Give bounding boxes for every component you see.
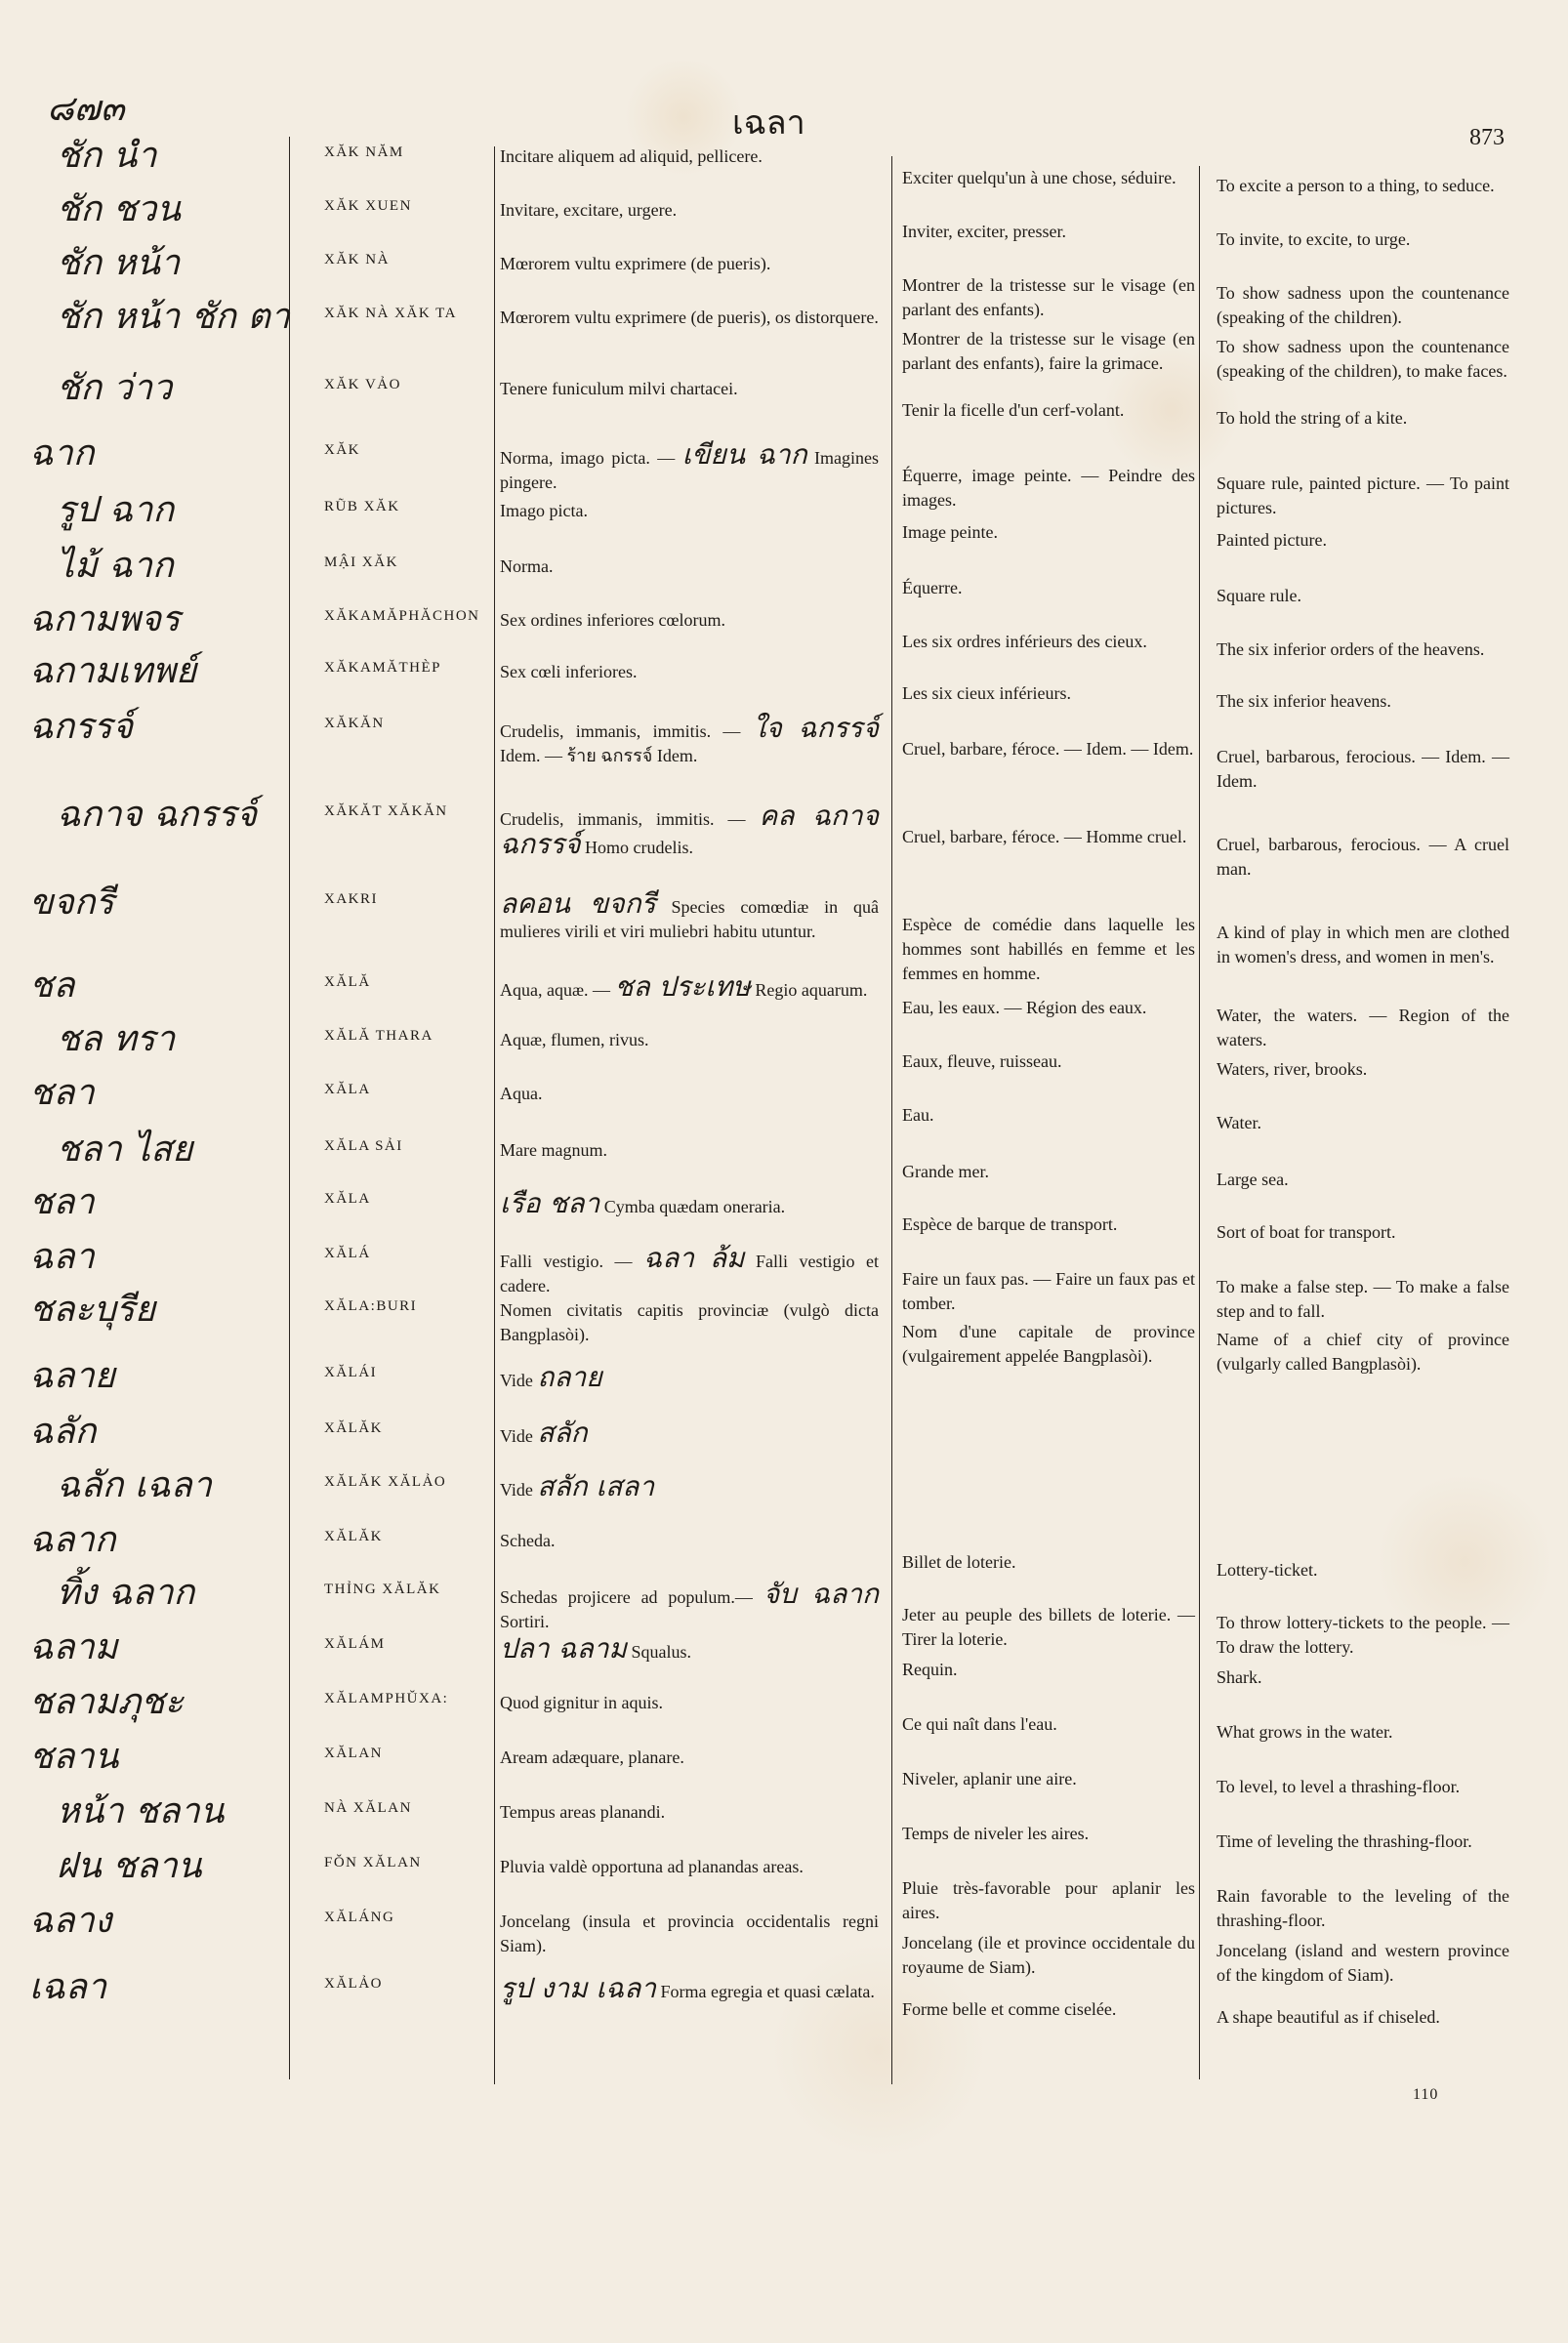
inline-thai-phrase: คล ฉกาจ ฉกรรจ์ bbox=[500, 800, 879, 860]
headword-thai: ฉาก bbox=[29, 433, 95, 473]
french-definition: Eaux, fleuve, ruisseau. bbox=[902, 1051, 1062, 1071]
inline-thai-phrase: รูป งาม เฉลา bbox=[500, 1972, 656, 2004]
transliteration: XĂKAMĂPHĂCHON bbox=[324, 608, 480, 624]
headword-thai: ฝน ชลาน bbox=[57, 1846, 202, 1886]
french-definition: Espèce de comédie dans laquelle les hommes sont habillés en femme et les femmes en homme. bbox=[902, 915, 1195, 983]
latin-definition: ลคอน ขจกรี Species comœdiæ in quâ mulieres virili et viri muliebri habitu utuntur. bbox=[500, 887, 879, 941]
headword-thai: ชลา ไสย bbox=[57, 1130, 193, 1170]
transliteration: RŨB XĂK bbox=[324, 499, 400, 514]
french-definition: Temps de niveler les aires. bbox=[902, 1824, 1090, 1843]
transliteration: XĂLÁM bbox=[324, 1636, 386, 1652]
english-definition: Water, the waters. — Region of the waters. bbox=[1217, 1006, 1509, 1049]
english-definition: Sort of boat for transport. bbox=[1217, 1222, 1396, 1242]
latin-definition: Falli vestigio. — ฉลา ล้ม Falli vestigio et cadere. bbox=[500, 1242, 880, 1295]
transliteration: XĂLĂ bbox=[324, 974, 371, 990]
transliteration: NÀ XĂLAN bbox=[324, 1800, 412, 1816]
transliteration: XĂKAMĂTHÈP bbox=[324, 660, 441, 676]
headword-thai: ฉลาม bbox=[29, 1627, 118, 1667]
french-definition: Espèce de barque de transport. bbox=[902, 1214, 1118, 1234]
transliteration: XĂLA:BURI bbox=[324, 1298, 418, 1314]
english-definition: To show sadness upon the countenance (speaking of the children), to make faces. bbox=[1217, 337, 1509, 381]
latin-definition: Mœrorem vultu exprimere (de pueris), os distorquere. bbox=[500, 308, 879, 327]
english-definition: Cruel, barbarous, ferocious. — A cruel man. bbox=[1217, 835, 1509, 879]
english-definition: Waters, river, brooks. bbox=[1217, 1059, 1368, 1079]
headword-thai: ฉกรรจ์ bbox=[29, 707, 134, 747]
transliteration: XĂLĂK bbox=[324, 1420, 383, 1436]
inline-thai-phrase: ฉลา ล้ม bbox=[643, 1242, 745, 1274]
english-definition: Square rule, painted picture. — To paint pictures. bbox=[1217, 473, 1509, 517]
transliteration: FŎN XĂLAN bbox=[324, 1855, 422, 1870]
english-definition: Name of a chief city of province (vulgarly called Bangplasòi). bbox=[1217, 1330, 1509, 1374]
french-definition: Cruel, barbare, féroce. — Idem. — Idem. bbox=[902, 739, 1194, 759]
thai-page-number: ๘๗๓ bbox=[47, 89, 125, 129]
english-definition: The six inferior orders of the heavens. bbox=[1217, 639, 1485, 659]
french-definition: Pluie très-favorable pour aplanir les aires. bbox=[902, 1878, 1195, 1922]
transliteration: XĂLÁNG bbox=[324, 1910, 395, 1925]
english-definition: A kind of play in which men are clothed in women's dress, and women in men's. bbox=[1217, 923, 1509, 966]
headword-thai: ชัก ชวน bbox=[57, 189, 181, 229]
inline-thai-phrase: เรือ ชลา bbox=[500, 1187, 600, 1219]
english-definition: Painted picture. bbox=[1217, 530, 1327, 550]
french-definition: Faire un faux pas. — Faire un faux pas et tomber. bbox=[902, 1269, 1195, 1313]
latin-definition: Sex cœli inferiores. bbox=[500, 662, 638, 681]
latin-definition: Joncelang (insula et provincia occidentalis regni Siam). bbox=[500, 1911, 879, 1955]
inline-thai-phrase: เขียน ฉาก bbox=[681, 438, 807, 471]
latin-definition: Sex ordines inferiores cœlorum. bbox=[500, 610, 725, 630]
latin-definition: Vide ถลาย bbox=[500, 1361, 602, 1393]
signature-mark: 110 bbox=[1413, 2086, 1439, 2103]
inline-thai-phrase: ปลา ฉลาม bbox=[500, 1632, 627, 1665]
french-definition: Cruel, barbare, féroce. — Homme cruel. bbox=[902, 827, 1187, 846]
latin-definition: รูป งาม เฉลา Forma egregia et quasi cælata. bbox=[500, 1972, 875, 2004]
headword-thai: ชัก หน้า ชัก ตา bbox=[57, 297, 290, 337]
headword-thai: ไม้ ฉาก bbox=[57, 546, 174, 586]
transliteration: XĂKĂN bbox=[324, 716, 385, 731]
transliteration: XĂLA bbox=[324, 1082, 371, 1097]
inline-thai-phrase: สลัก bbox=[537, 1417, 588, 1449]
french-definition: Nom d'une capitale de province (vulgairement appelée Bangplasòi). bbox=[902, 1322, 1195, 1366]
transliteration: XĂK NĂM bbox=[324, 144, 404, 160]
headword-thai: ชัก ว่าว bbox=[57, 368, 173, 408]
english-definition: Lottery-ticket. bbox=[1217, 1560, 1318, 1580]
english-definition: To make a false step. — To make a false step and to fall. bbox=[1217, 1277, 1509, 1321]
french-definition: Eau. bbox=[902, 1105, 934, 1125]
headword-thai: ชล ทรา bbox=[57, 1019, 176, 1059]
headword-thai: ฉลัก bbox=[29, 1412, 97, 1452]
column-rule-2 bbox=[494, 146, 495, 2084]
transliteration: XĂLAMPHŬXA: bbox=[324, 1691, 449, 1706]
latin-definition: Aream adæquare, planare. bbox=[500, 1747, 684, 1767]
latin-definition: Vide สลัก bbox=[500, 1417, 588, 1449]
french-definition: Ce qui naît dans l'eau. bbox=[902, 1714, 1057, 1734]
english-definition: Cruel, barbarous, ferocious. — Idem. — Idem. bbox=[1217, 747, 1509, 791]
french-definition: Les six ordres inférieurs des cieux. bbox=[902, 632, 1147, 651]
french-definition: Image peinte. bbox=[902, 522, 998, 542]
headword-thai: หน้า ชลาน bbox=[57, 1791, 225, 1831]
transliteration: XĂK bbox=[324, 442, 360, 458]
english-definition: Shark. bbox=[1217, 1667, 1262, 1687]
latin-definition: Nomen civitatis capitis provinciæ (vulgò dicta Bangplasòi). bbox=[500, 1300, 879, 1344]
english-definition: To level, to level a thrashing-floor. bbox=[1217, 1777, 1461, 1796]
headword-thai: ฉลาง bbox=[29, 1901, 112, 1941]
headword-thai: ชัก หน้า bbox=[57, 243, 181, 283]
english-definition: Rain favorable to the leveling of the thrashing-floor. bbox=[1217, 1886, 1509, 1930]
french-definition: Jeter au peuple des billets de loterie. — Tirer la loterie. bbox=[902, 1605, 1195, 1649]
inline-thai-phrase: ชล ประเทษ bbox=[614, 970, 751, 1003]
column-rule-4 bbox=[1199, 166, 1200, 2079]
english-definition: The six inferior heavens. bbox=[1217, 691, 1391, 711]
french-definition: Joncelang (ile et province occidentale du royaume de Siam). bbox=[902, 1933, 1195, 1977]
inline-thai-phrase: ลคอน ขจกรี bbox=[500, 887, 656, 920]
french-definition: Équerre, image peinte. — Peindre des images. bbox=[902, 466, 1195, 510]
latin-definition: Mœrorem vultu exprimere (de pueris). bbox=[500, 254, 771, 273]
english-definition: What grows in the water. bbox=[1217, 1722, 1393, 1742]
transliteration: XĂLĂK bbox=[324, 1529, 383, 1544]
transliteration: XĂLÁI bbox=[324, 1365, 378, 1380]
latin-definition: Pluvia valdè opportuna ad planandas areas. bbox=[500, 1857, 804, 1876]
column-rule-1 bbox=[289, 137, 290, 2079]
french-definition: Forme belle et comme ciselée. bbox=[902, 1999, 1117, 2019]
transliteration: XĂLA SẢI bbox=[324, 1138, 403, 1154]
english-definition: Large sea. bbox=[1217, 1170, 1289, 1189]
english-definition: Joncelang (island and western province of the kingdom of Siam). bbox=[1217, 1941, 1509, 1985]
latin-definition: Vide สลัก เสลา bbox=[500, 1470, 655, 1502]
headword-thai: ฉลา bbox=[29, 1237, 95, 1277]
latin-definition: Crudelis, immanis, immitis. — คล ฉกาจ ฉกรรจ์ Homo crudelis. bbox=[500, 800, 879, 860]
transliteration: XĂLÁ bbox=[324, 1246, 371, 1261]
headword-thai: ขจกรี bbox=[29, 883, 114, 923]
transliteration: XĂK VẢO bbox=[324, 377, 401, 392]
english-definition: To hold the string of a kite. bbox=[1217, 408, 1408, 428]
inline-thai-phrase: จับ ฉลาก bbox=[763, 1578, 879, 1610]
french-definition: Exciter quelqu'un à une chose, séduire. bbox=[902, 168, 1176, 187]
headword-thai: ชลา bbox=[29, 1182, 95, 1222]
headword-thai: ชลามภุชะ bbox=[29, 1682, 184, 1722]
latin-definition: Quod gignitur in aquis. bbox=[500, 1693, 663, 1712]
headword-thai: ฉลัก เฉลา bbox=[57, 1465, 212, 1505]
latin-definition: Incitare aliquem ad aliquid, pellicere. bbox=[500, 146, 763, 166]
latin-definition: Aqua. bbox=[500, 1084, 543, 1103]
french-definition: Tenir la ficelle d'un cerf-volant. bbox=[902, 400, 1125, 420]
headword-thai: ทิ้ง ฉลาก bbox=[57, 1573, 195, 1613]
french-definition: Montrer de la tristesse sur le visage (en parlant des enfants). bbox=[902, 275, 1195, 319]
headword-thai: ฉลาก bbox=[29, 1520, 116, 1560]
french-definition: Montrer de la tristesse sur le visage (en parlant des enfants), faire la grimace. bbox=[902, 329, 1195, 373]
french-definition: Les six cieux inférieurs. bbox=[902, 683, 1071, 703]
page-number: 873 bbox=[1469, 125, 1505, 150]
transliteration: XĂK NÀ XĂK TA bbox=[324, 306, 457, 321]
transliteration: XĂLAN bbox=[324, 1746, 383, 1761]
latin-definition: Mare magnum. bbox=[500, 1140, 607, 1160]
french-definition: Niveler, aplanir une aire. bbox=[902, 1769, 1077, 1788]
transliteration: XĂLĂK XĂLẢO bbox=[324, 1474, 447, 1490]
headword-thai: ชละบุรีย bbox=[29, 1290, 156, 1330]
latin-definition: Crudelis, immanis, immitis. — ใจ ฉกรรจ์ Idem. — ร้าย ฉกรรจ์ Idem. bbox=[500, 712, 879, 765]
headword-thai: ฉกามพจร bbox=[29, 599, 181, 639]
inline-thai-phrase: ใจ ฉกรรจ์ bbox=[752, 712, 879, 744]
transliteration: XAKRI bbox=[324, 891, 378, 907]
french-definition: Billet de loterie. bbox=[902, 1552, 1016, 1572]
english-definition: To show sadness upon the countenance (speaking of the children). bbox=[1217, 283, 1509, 327]
french-definition: Équerre. bbox=[902, 578, 963, 597]
latin-definition: Imago picta. bbox=[500, 501, 588, 520]
headword-thai: ชลาน bbox=[29, 1737, 119, 1777]
english-definition: To invite, to excite, to urge. bbox=[1217, 229, 1411, 249]
english-definition: To excite a person to a thing, to seduce. bbox=[1217, 176, 1495, 195]
latin-definition: Norma. bbox=[500, 556, 554, 576]
transliteration: XĂK XUEN bbox=[324, 198, 412, 214]
french-definition: Grande mer. bbox=[902, 1162, 989, 1181]
english-definition: Square rule. bbox=[1217, 586, 1301, 605]
latin-definition: Schedas projicere ad populum.— จับ ฉลาก Sortiri. bbox=[500, 1578, 879, 1631]
english-definition: Water. bbox=[1217, 1113, 1262, 1132]
headword-thai: รูป ฉาก bbox=[57, 490, 175, 530]
transliteration: XĂKĂT XĂKĂN bbox=[324, 803, 448, 819]
running-head: เฉลา bbox=[732, 103, 805, 143]
latin-definition: Tenere funiculum milvi chartacei. bbox=[500, 379, 738, 398]
headword-thai: ชล bbox=[29, 966, 75, 1006]
headword-thai: เฉลา bbox=[29, 1967, 107, 2007]
headword-thai: ฉกามเทพย์ bbox=[29, 651, 197, 691]
transliteration: XĂLĂ THARA bbox=[324, 1028, 433, 1044]
french-definition: Inviter, exciter, presser. bbox=[902, 222, 1066, 241]
headword-thai: ชลา bbox=[29, 1073, 95, 1113]
inline-thai-phrase: ถลาย bbox=[537, 1361, 602, 1393]
french-definition: Requin. bbox=[902, 1660, 958, 1679]
english-definition: A shape beautiful as if chiseled. bbox=[1217, 2007, 1440, 2027]
column-rule-3 bbox=[891, 156, 892, 2084]
transliteration: MẬI XĂK bbox=[324, 555, 398, 570]
headword-thai: ฉกาจ ฉกรรจ์ bbox=[57, 795, 258, 835]
headword-thai: ฉลาย bbox=[29, 1356, 115, 1396]
transliteration: XĂLA bbox=[324, 1191, 371, 1207]
transliteration: THỈNG XĂLĂK bbox=[324, 1582, 441, 1597]
transliteration: XĂLẢO bbox=[324, 1976, 383, 1992]
latin-definition: Aqua, aquæ. — ชล ประเทษ Regio aquarum. bbox=[500, 970, 868, 1003]
latin-definition: เรือ ชลา Cymba quædam oneraria. bbox=[500, 1187, 786, 1219]
latin-definition: ปลา ฉลาม Squalus. bbox=[500, 1632, 691, 1665]
english-definition: Time of leveling the thrashing-floor. bbox=[1217, 1831, 1472, 1851]
french-definition: Eau, les eaux. — Région des eaux. bbox=[902, 998, 1147, 1017]
latin-definition: Norma, imago picta. — เขียน ฉาก Imagines pingere. bbox=[500, 438, 879, 492]
inline-thai-phrase: สลัก เสลา bbox=[537, 1470, 655, 1502]
latin-definition: Tempus areas planandi. bbox=[500, 1802, 666, 1822]
latin-definition: Aquæ, flumen, rivus. bbox=[500, 1030, 649, 1049]
headword-thai: ชัก นำ bbox=[57, 136, 157, 176]
latin-definition: Scheda. bbox=[500, 1531, 556, 1550]
latin-definition: Invitare, excitare, urgere. bbox=[500, 200, 678, 220]
english-definition: To throw lottery-tickets to the people. — To draw the lottery. bbox=[1217, 1613, 1509, 1657]
transliteration: XĂK NÀ bbox=[324, 252, 390, 267]
